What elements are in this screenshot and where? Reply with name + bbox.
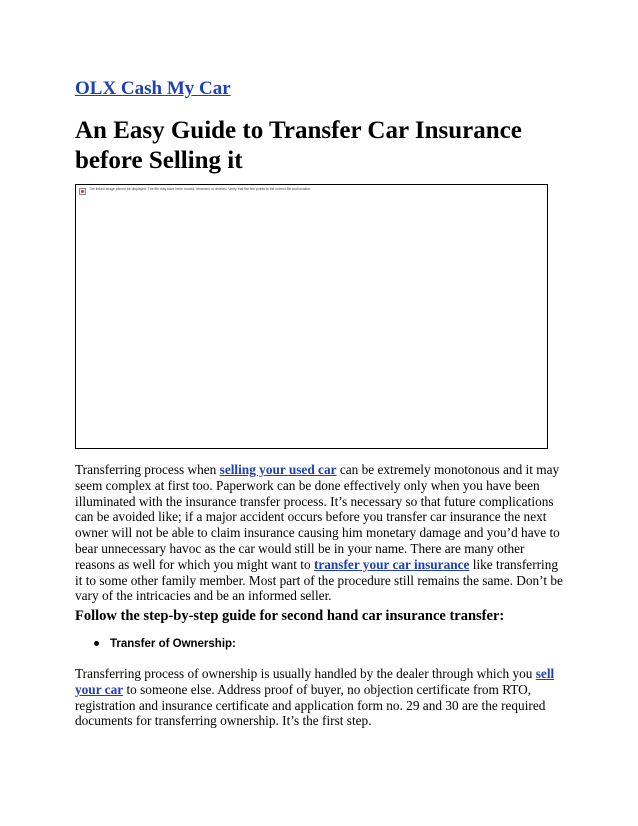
sell-your-car-link[interactable]: sell your car: [75, 666, 555, 697]
intro-text-3: like transferring it to some other family member. Most part of the procedure still remains the same. Don’t be vary of the intricacies and be an informed seller.: [75, 556, 563, 604]
intro-paragraph: [75, 462, 567, 604]
ownership-paragraph: [75, 666, 567, 729]
bullet-icon: [94, 641, 99, 646]
broken-image-placeholder: [75, 184, 548, 449]
ownership-text-2: to someone else. Address proof of buyer, no objection certificate from RTO, registration and insurance certificate and application form no. 29 and 30 are the required documents for transferring ownership. It’s the first step.: [75, 681, 546, 729]
bullet-item: [94, 638, 236, 650]
broken-image-icon: [79, 188, 86, 195]
intro-text-2: can be extremely monotonous and it may seem complex at first too. Paperwork can be done effectively only when you have been illuminated with the insurance transfer process. It’s necessary so that future complications can be avoided like; if a major accident occurs before you transfer car insurance the next owner will not be able to claim insurance causing him monetary damage and you’d have to bear unnecessary havoc as the car would still be in your name. There are many other reasons as well for which you might want to: [75, 462, 560, 572]
ownership-text-1: Transferring process of ownership is usually handled by the dealer through which you: [75, 666, 536, 681]
selling-used-car-link[interactable]: selling your used car: [219, 462, 337, 477]
page-title: An Easy Guide to Transfer Car Insurance before Selling it: [75, 117, 522, 174]
guide-heading: Follow the step-by-step guide for second hand car insurance transfer:: [75, 608, 505, 624]
transfer-insurance-link[interactable]: transfer your car insurance: [313, 556, 470, 572]
bullet-label: Transfer of Ownership:: [110, 638, 236, 650]
site-link[interactable]: OLX Cash My Car: [75, 78, 231, 99]
intro-text-1: Transferring process when: [75, 462, 220, 477]
broken-image-message: The linked image cannot be displayed. The file may have been moved, renamed, or deleted. Verify that the link points to the correct file and location.: [89, 187, 312, 191]
